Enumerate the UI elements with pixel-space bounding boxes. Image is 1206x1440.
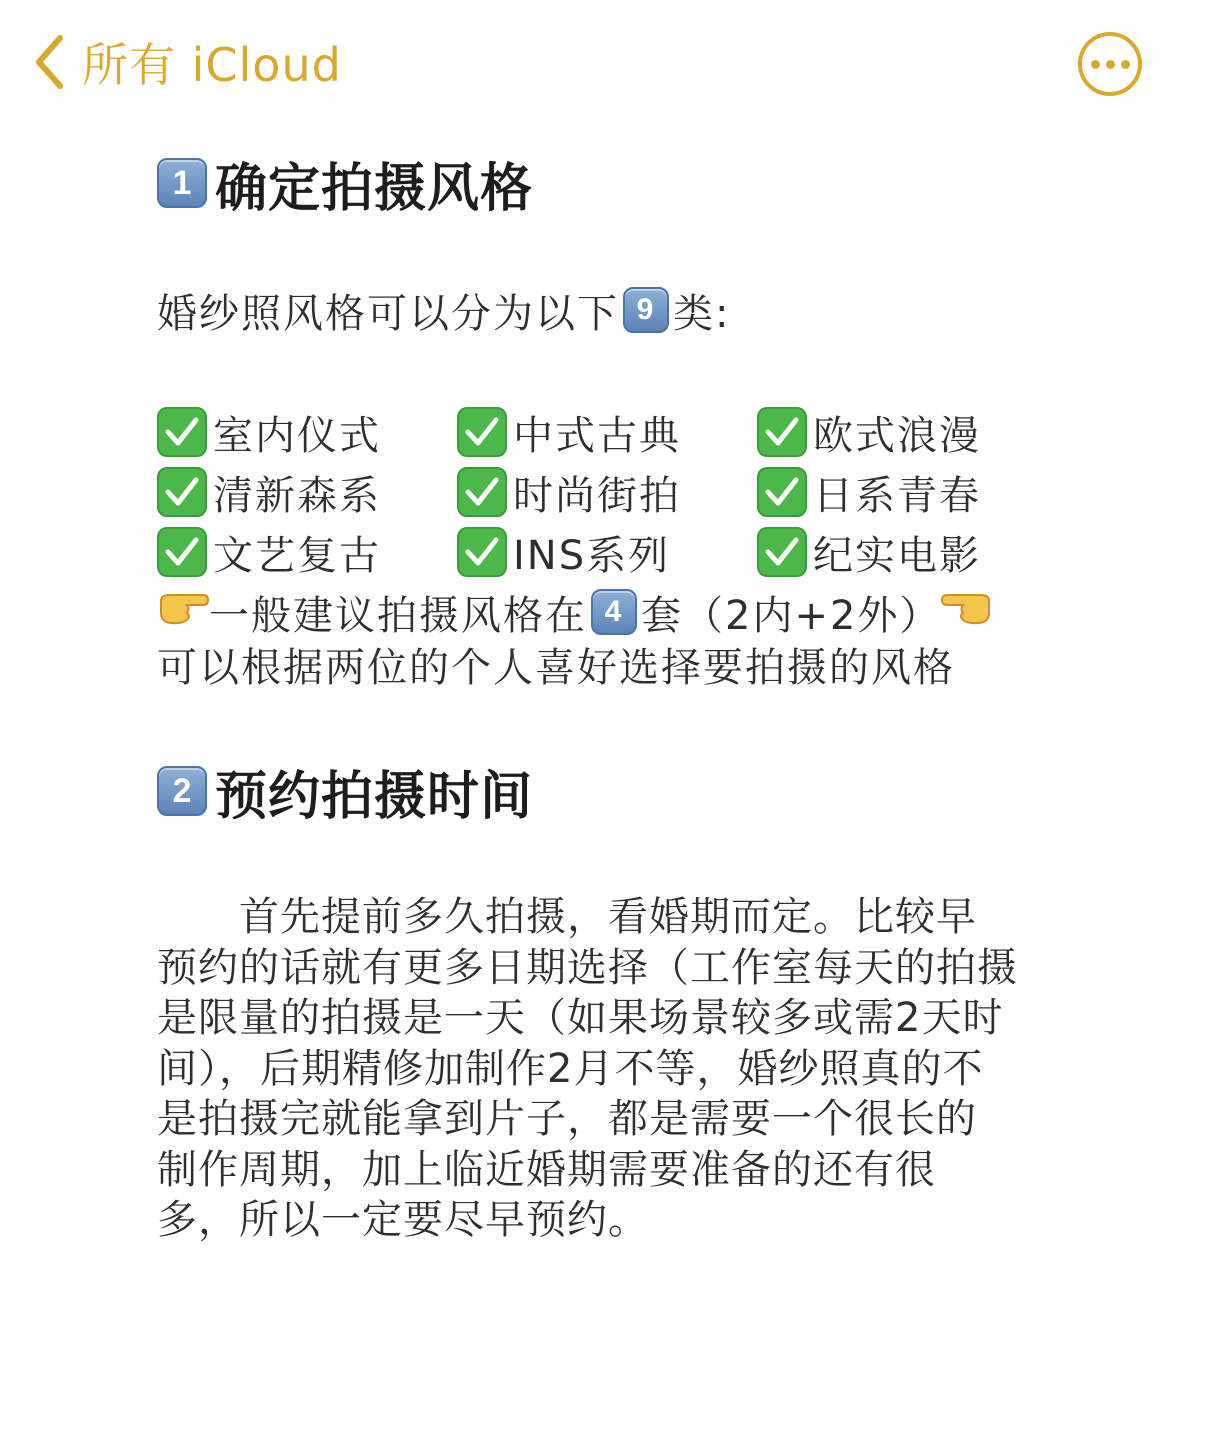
style-item	[157, 462, 457, 522]
check-mark-icon	[757, 407, 807, 457]
keycap-2-icon: 2	[157, 766, 207, 816]
check-mark-icon	[157, 527, 207, 577]
check-mark-icon	[757, 467, 807, 517]
back-button[interactable]	[34, 30, 342, 94]
keycap-9-icon: 9	[623, 287, 669, 333]
style-row	[157, 462, 1057, 522]
booking-paragraph	[157, 892, 1057, 1246]
suggestion-detail: 可以根据两位的个人喜好选择要拍摄的风格	[157, 645, 955, 691]
check-mark-icon	[157, 407, 207, 457]
section-title: 预约拍摄时间	[215, 766, 534, 827]
paragraph-line: 多，所以一定要尽早预约。	[157, 1197, 649, 1243]
keycap-1-icon: 1	[157, 158, 207, 208]
style-item	[457, 462, 757, 522]
style-item	[757, 522, 1057, 582]
check-mark-icon	[457, 467, 507, 517]
style-label: 日系青春	[813, 472, 981, 519]
styles-intro	[157, 282, 730, 338]
style-item	[457, 522, 757, 582]
paragraph-line: 是拍摄完就能拿到片子，都是需要一个很长的	[157, 1096, 977, 1142]
style-label: 时尚街拍	[513, 472, 681, 519]
paragraph-line: 是限量的拍摄是一天（如果场景较多或需2天时	[157, 995, 1004, 1041]
style-label: 文艺复古	[213, 532, 381, 579]
suggestion-line	[157, 584, 993, 640]
style-row	[157, 402, 1057, 462]
style-item	[157, 522, 457, 582]
check-mark-icon	[757, 527, 807, 577]
more-options-button[interactable]	[1078, 32, 1142, 96]
paragraph-line: 制作周期，加上临近婚期需要准备的还有很	[157, 1146, 936, 1193]
style-label: 室内仪式	[213, 412, 381, 459]
style-item	[457, 402, 757, 462]
style-grid	[157, 402, 1057, 582]
ellipsis-icon	[1091, 60, 1100, 69]
style-item	[757, 462, 1057, 522]
style-row	[157, 522, 1057, 582]
style-item	[157, 402, 457, 462]
pointing-right-hand-icon	[157, 587, 209, 637]
check-mark-icon	[157, 467, 207, 517]
paragraph-line: 预约的话就有更多日期选择（工作室每天的拍摄	[157, 944, 1018, 991]
pointing-left-hand-icon	[941, 587, 993, 637]
navigation-bar	[0, 0, 1206, 120]
back-label: 所有 iCloud	[82, 38, 342, 92]
suggest-text-end: 套（2内+2外）	[641, 592, 942, 639]
style-item	[757, 402, 1057, 462]
section-title: 确定拍摄风格	[215, 158, 534, 219]
style-label: 纪实电影	[813, 532, 981, 579]
suggest-text: 一般建议拍摄风格在	[209, 592, 587, 639]
chevron-left-icon	[34, 34, 64, 90]
style-label: 欧式浪漫	[813, 412, 981, 459]
keycap-4-icon: 4	[591, 589, 637, 635]
style-label: 中式古典	[513, 412, 681, 459]
paragraph-line: 间），后期精修加制作2月不等，婚纱照真的不	[157, 1045, 984, 1092]
check-mark-icon	[457, 527, 507, 577]
ellipsis-dot	[1121, 60, 1130, 69]
section-heading-2	[157, 756, 533, 826]
paragraph-line: 首先提前多久拍摄，看婚期而定。比较早	[157, 894, 977, 940]
style-label: INS系列	[513, 532, 671, 579]
check-mark-icon	[457, 407, 507, 457]
section-heading-1	[157, 148, 533, 218]
intro-text: 婚纱照风格可以分为以下	[157, 290, 619, 337]
style-label: 清新森系	[213, 472, 381, 519]
ellipsis-dot	[1106, 60, 1115, 69]
intro-text-end: 类:	[673, 290, 731, 337]
